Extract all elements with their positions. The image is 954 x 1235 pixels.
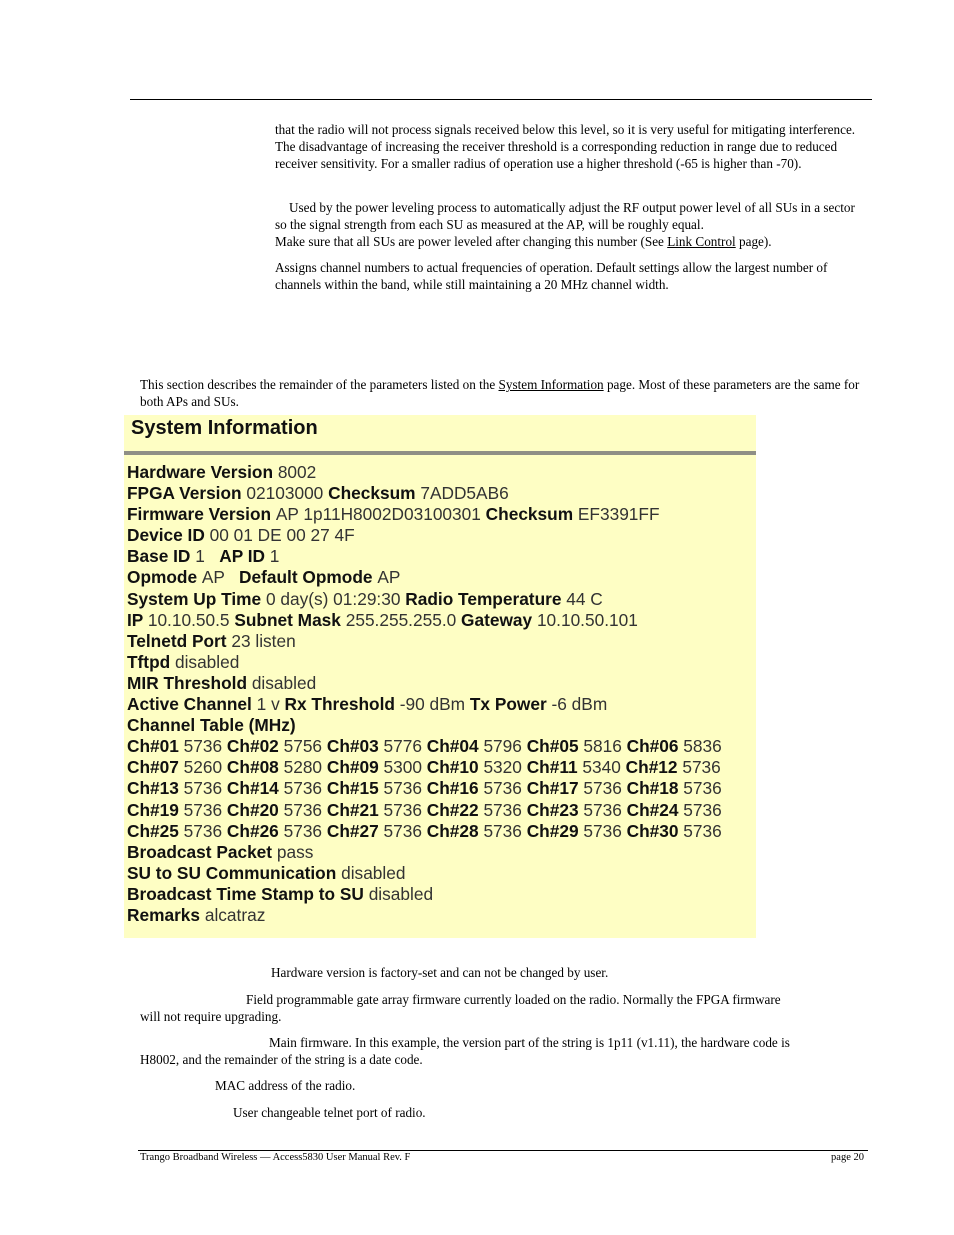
field-value: 5260 xyxy=(183,757,227,778)
field-label: Tftpd xyxy=(127,651,175,672)
field-value: 8002 xyxy=(277,462,317,482)
system-info-row xyxy=(127,631,722,652)
system-info-row xyxy=(127,694,722,715)
field-label: Subnet Mask xyxy=(234,609,346,630)
system-info-row xyxy=(127,589,722,610)
field-label: Channel Table (MHz) xyxy=(127,715,296,736)
field-label: Broadcast Packet xyxy=(127,841,277,862)
fpga-description-line-2: will not require upgrading. xyxy=(140,1009,282,1024)
field-value: 5736 xyxy=(583,799,627,820)
field-label: Ch#11 xyxy=(526,757,583,778)
field-value: AP xyxy=(377,567,401,588)
field-value: 5736 xyxy=(483,820,527,841)
field-value: AP 1p11H8002D03100301 xyxy=(275,504,486,525)
field-label: Ch#12 xyxy=(625,757,683,778)
field-value: 0 day(s) 01:29:30 xyxy=(265,588,406,609)
device-id-description: MAC address of the radio. xyxy=(215,1078,356,1093)
field-value: 5736 xyxy=(183,778,227,799)
field-label: Ch#15 xyxy=(326,778,384,799)
system-info-row xyxy=(127,800,722,821)
field-value: 5736 xyxy=(283,778,327,799)
system-info-row xyxy=(127,652,722,673)
field-value: 5280 xyxy=(283,757,327,778)
field-label: Ch#01 xyxy=(127,736,184,757)
system-information-title: System Information xyxy=(131,417,318,439)
field-value: 5796 xyxy=(483,736,527,757)
system-info-row xyxy=(127,884,722,905)
system-info-row xyxy=(127,863,722,884)
field-label: Ch#08 xyxy=(226,757,284,778)
field-value: 255.255.255.0 xyxy=(345,609,462,630)
field-value: disabled xyxy=(368,883,434,904)
field-value: 5736 xyxy=(683,778,722,799)
field-value: disabled xyxy=(251,672,317,693)
field-value: disabled xyxy=(341,862,406,883)
field-label: Ch#04 xyxy=(426,736,484,757)
field-value: 5736 xyxy=(683,799,722,820)
field-value: 1 xyxy=(269,546,280,567)
system-info-row xyxy=(127,673,722,694)
field-label: Ch#13 xyxy=(127,778,184,799)
system-info-row xyxy=(127,821,722,842)
telnetd-port-description: User changeable telnet port of radio. xyxy=(233,1105,426,1120)
system-info-row xyxy=(127,483,722,504)
field-label: Ch#16 xyxy=(426,778,484,799)
field-value: 5736 xyxy=(183,736,227,757)
system-info-row xyxy=(127,462,722,483)
field-label: Ch#26 xyxy=(226,820,284,841)
system-info-row xyxy=(127,757,722,778)
field-value: 1 v xyxy=(256,694,285,715)
system-info-row xyxy=(127,525,722,546)
field-value: 5736 xyxy=(283,820,327,841)
field-label: Ch#27 xyxy=(326,820,384,841)
field-label: Ch#25 xyxy=(127,820,184,841)
fpga-description-line-1: Field programmable gate array firmware currently loaded on the radio. Normally the FPGA firmware xyxy=(246,992,781,1007)
field-value: 5776 xyxy=(383,736,427,757)
field-value: 7ADD5AB6 xyxy=(420,483,509,504)
system-info-row xyxy=(127,546,722,567)
power-leveling-text: Used by the power leveling process to automatically adjust the RF output power level of all SUs in a sector so the signal strength from each SU as measured at the AP, will be roughly equal. xyxy=(275,200,855,232)
field-value: 1 xyxy=(195,546,220,567)
field-label: Ch#22 xyxy=(426,799,484,820)
field-label: IP xyxy=(127,609,148,630)
field-label: Ch#28 xyxy=(426,820,484,841)
field-label: Ch#20 xyxy=(226,799,284,820)
system-info-row xyxy=(127,905,722,926)
section-intro-after: page. Most of these parameters are the same for both APs and SUs. xyxy=(140,377,860,409)
system-info-row xyxy=(127,610,722,631)
field-value: 5736 xyxy=(183,820,227,841)
field-value: AP xyxy=(201,567,240,588)
system-info-row xyxy=(127,736,722,757)
field-value: 5320 xyxy=(483,757,527,778)
field-label: Ch#14 xyxy=(226,778,284,799)
field-value: 5736 xyxy=(682,757,721,778)
field-label: SU to SU Communication xyxy=(127,862,342,883)
field-label: Ch#18 xyxy=(626,778,684,799)
field-label: Checksum xyxy=(328,483,421,504)
field-label: Remarks xyxy=(127,904,205,925)
system-info-row xyxy=(127,504,722,525)
field-value: 5756 xyxy=(283,736,327,757)
section-intro-before: This section describes the remainder of the parameters listed on the xyxy=(140,377,499,392)
field-value: 5736 xyxy=(383,778,427,799)
header-rule xyxy=(130,99,872,100)
system-info-row xyxy=(127,567,722,588)
field-label: Default Opmode xyxy=(239,567,378,588)
field-value: -90 dBm xyxy=(399,694,470,715)
firmware-version-description xyxy=(140,1034,870,1068)
field-label: Ch#10 xyxy=(426,757,484,778)
field-label: MIR Threshold xyxy=(127,672,252,693)
field-value: 5736 xyxy=(383,799,427,820)
field-label: Gateway xyxy=(461,609,537,630)
system-information-link[interactable]: System Information xyxy=(498,377,604,392)
field-label: Ch#19 xyxy=(127,799,184,820)
threshold-paragraph: that the radio will not process signals received below this level, so it is very useful for mitigating interference. The disadvantage of increasing the receiver threshold is a corresponding reduction in range due to reduced receiver sensitivity. For a smaller radius of operation use a higher threshold (-65 is higher than -70). xyxy=(275,122,856,171)
footer-manual-title: Trango Broadband Wireless — Access5830 User Manual Rev. F xyxy=(140,1152,411,1163)
field-value: 5736 xyxy=(483,778,527,799)
section-intro-paragraph xyxy=(140,376,867,410)
field-value: EF3391FF xyxy=(577,504,660,525)
field-label: System Up Time xyxy=(127,588,266,609)
field-label: Ch#02 xyxy=(226,736,284,757)
field-label: Radio Temperature xyxy=(405,588,567,609)
field-label: Tx Power xyxy=(469,694,552,715)
field-value: 5736 xyxy=(583,778,627,799)
field-value: 02103000 xyxy=(246,483,329,504)
link-control-link[interactable]: Link Control xyxy=(667,234,736,249)
field-value: 5836 xyxy=(683,736,722,757)
field-value: 5736 xyxy=(183,799,227,820)
system-info-row xyxy=(127,778,722,799)
field-label: Rx Threshold xyxy=(284,694,400,715)
field-label: Ch#24 xyxy=(626,799,684,820)
field-label: Telnetd Port xyxy=(127,630,232,651)
hardware-version-description: Hardware version is factory-set and can not be changed by user. xyxy=(271,965,609,980)
field-label: Ch#17 xyxy=(526,778,584,799)
field-label: Ch#23 xyxy=(526,799,584,820)
channel-table-paragraph: Assigns channel numbers to actual frequencies of operation. Default settings allow the largest number of channels within the band, while still maintaining a 20 MHz channel width. xyxy=(275,260,828,292)
field-label: Firmware Version xyxy=(127,504,276,525)
field-label: FPGA Version xyxy=(127,483,247,504)
field-value: 5736 xyxy=(683,820,722,841)
field-label: Ch#07 xyxy=(127,757,184,778)
fpga-version-description xyxy=(140,991,870,1025)
field-label: Ch#06 xyxy=(626,736,684,757)
field-label: Ch#05 xyxy=(526,736,584,757)
field-value: 5816 xyxy=(583,736,627,757)
title-bar-edge xyxy=(753,419,756,429)
field-value: 5736 xyxy=(583,820,627,841)
power-leveling-paragraph xyxy=(275,199,867,250)
field-label: Hardware Version xyxy=(127,462,278,482)
footer-rule xyxy=(138,1150,868,1151)
firmware-description-line-1: Main firmware. In this example, the version part of the string is 1p11 (v1.11), the hardware code is xyxy=(269,1035,790,1050)
field-value: 10.10.50.101 xyxy=(536,609,638,630)
footer-page-number: page 20 xyxy=(831,1152,864,1163)
field-label: Ch#03 xyxy=(326,736,384,757)
firmware-description-line-2: H8002, and the remainder of the string is a date code. xyxy=(140,1052,423,1067)
field-label: Opmode xyxy=(127,567,202,588)
field-label: Active Channel xyxy=(127,694,257,715)
field-label: Broadcast Time Stamp to SU xyxy=(127,883,369,904)
field-label: Device ID xyxy=(127,525,210,546)
title-divider xyxy=(124,451,756,455)
field-value: pass xyxy=(276,841,314,862)
field-value: 5340 xyxy=(582,757,626,778)
field-label: Ch#21 xyxy=(326,799,384,820)
field-value: -6 dBm xyxy=(551,694,608,715)
field-value: 00 01 DE 00 27 4F xyxy=(209,525,355,546)
field-label: Ch#29 xyxy=(526,820,584,841)
field-label: Checksum xyxy=(485,504,578,525)
system-information-rows xyxy=(127,462,722,926)
field-label: Ch#09 xyxy=(326,757,384,778)
field-value: 5736 xyxy=(483,799,527,820)
field-value: 5736 xyxy=(283,799,327,820)
field-value: disabled xyxy=(174,651,240,672)
field-value: 23 listen xyxy=(231,630,296,651)
power-leveling-note: Make sure that all SUs are power leveled after changing this number (See xyxy=(275,234,668,249)
field-value: 5736 xyxy=(383,820,427,841)
system-info-row xyxy=(127,715,722,736)
field-label: AP ID xyxy=(219,546,270,567)
field-label: Base ID xyxy=(127,546,196,567)
field-value: 44 C xyxy=(566,588,603,609)
power-leveling-note-end: page). xyxy=(735,234,772,249)
field-label: Ch#30 xyxy=(626,820,684,841)
field-value: 10.10.50.5 xyxy=(147,609,235,630)
system-information-screenshot xyxy=(124,415,756,938)
field-value: alcatraz xyxy=(204,904,266,925)
system-info-row xyxy=(127,842,722,863)
field-value: 5300 xyxy=(383,757,427,778)
